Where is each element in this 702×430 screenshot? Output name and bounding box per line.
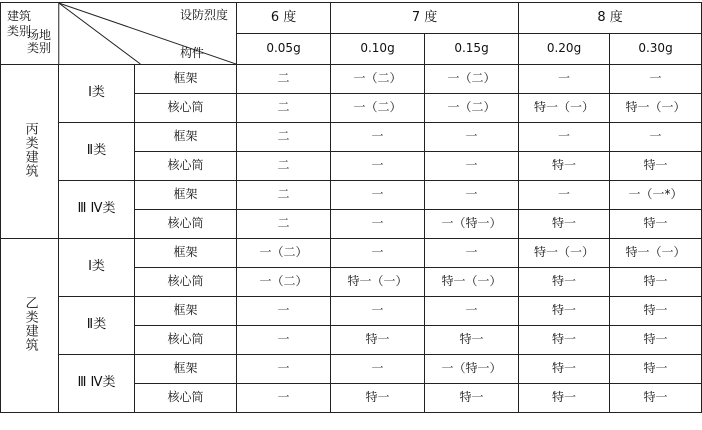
grade-cell: 特一 <box>519 355 610 384</box>
component-label: 框架 <box>135 355 237 384</box>
header-acc-005: 0.05g <box>237 34 331 65</box>
grade-cell: 一 <box>331 210 425 239</box>
grade-cell: 特一 <box>519 384 610 413</box>
table-row <box>1 181 702 210</box>
header-component: 构件 <box>180 46 205 60</box>
grade-cell: 二 <box>237 210 331 239</box>
grade-cell: 特一 <box>610 152 702 181</box>
grade-cell: 一 <box>331 123 425 152</box>
header-8-degree: 8 度 <box>519 3 702 34</box>
component-label: 框架 <box>135 123 237 152</box>
grade-cell: 特一 <box>331 384 425 413</box>
grade-cell: 特一（一） <box>331 268 425 297</box>
grade-cell: 特一（一） <box>519 239 610 268</box>
component-label: 核心筒 <box>135 210 237 239</box>
table-row <box>1 239 702 268</box>
component-label: 核心筒 <box>135 94 237 123</box>
component-label: 核心筒 <box>135 152 237 181</box>
grade-cell: 一 <box>331 152 425 181</box>
grade-cell: 一 <box>331 181 425 210</box>
seismic-grade-table <box>0 2 702 413</box>
grade-cell: 特一 <box>425 326 519 355</box>
site-category-label: Ⅱ类 <box>59 123 135 181</box>
grade-cell: 一（二） <box>237 268 331 297</box>
grade-cell: 一 <box>331 239 425 268</box>
table-row <box>1 123 702 152</box>
site-category-label: Ⅰ类 <box>59 239 135 297</box>
grade-cell: 一（二） <box>425 65 519 94</box>
site-category-label: Ⅲ Ⅳ类 <box>59 181 135 239</box>
table-row <box>1 355 702 384</box>
component-label: 框架 <box>135 65 237 94</box>
grade-cell: 特一 <box>519 152 610 181</box>
grade-cell: 二 <box>237 123 331 152</box>
site-category-label: Ⅱ类 <box>59 297 135 355</box>
grade-cell: 特一（一） <box>425 268 519 297</box>
grade-cell: 特一 <box>610 297 702 326</box>
grade-cell: 二 <box>237 181 331 210</box>
component-label: 核心筒 <box>135 326 237 355</box>
header-corner-cell <box>1 3 237 65</box>
grade-cell: 一 <box>610 123 702 152</box>
grade-cell: 特一 <box>610 210 702 239</box>
grade-cell: 一 <box>237 384 331 413</box>
component-label: 框架 <box>135 297 237 326</box>
grade-cell: 一 <box>425 181 519 210</box>
grade-cell: 特一 <box>610 355 702 384</box>
grade-cell: 特一 <box>519 297 610 326</box>
table-row <box>1 65 702 94</box>
table-body <box>1 65 702 413</box>
header-6-degree: 6 度 <box>237 3 331 34</box>
site-category-label: Ⅰ类 <box>59 65 135 123</box>
grade-cell: 一（特一） <box>425 355 519 384</box>
grade-cell: 特一 <box>519 326 610 355</box>
grade-cell: 特一 <box>610 326 702 355</box>
grade-cell: 一（二） <box>331 94 425 123</box>
grade-cell: 一（一*） <box>610 181 702 210</box>
grade-cell: 二 <box>237 65 331 94</box>
grade-cell: 特一 <box>425 384 519 413</box>
grade-cell: 特一（一） <box>610 239 702 268</box>
component-label: 核心筒 <box>135 268 237 297</box>
grade-cell: 一 <box>331 355 425 384</box>
header-acc-015: 0.15g <box>425 34 519 65</box>
header-intensity: 设防烈度 <box>180 8 229 22</box>
component-label: 核心筒 <box>135 384 237 413</box>
grade-cell: 一 <box>237 355 331 384</box>
grade-cell: 一 <box>331 297 425 326</box>
component-label: 框架 <box>135 239 237 268</box>
grade-cell: 二 <box>237 94 331 123</box>
grade-cell: 特一（一） <box>610 94 702 123</box>
table-row <box>1 297 702 326</box>
grade-cell: 一 <box>237 326 331 355</box>
component-label: 框架 <box>135 181 237 210</box>
grade-cell: 特一 <box>519 268 610 297</box>
grade-cell: 一 <box>519 123 610 152</box>
grade-cell: 二 <box>237 152 331 181</box>
grade-cell: 一 <box>237 297 331 326</box>
building-group-label: 丙类建筑 <box>1 65 59 239</box>
grade-cell: 一 <box>610 65 702 94</box>
grade-cell: 一 <box>519 65 610 94</box>
grade-cell: 一（二） <box>425 94 519 123</box>
header-acc-020: 0.20g <box>519 34 610 65</box>
grade-cell: 特一 <box>610 268 702 297</box>
header-7-degree: 7 度 <box>331 3 519 34</box>
grade-cell: 特一 <box>331 326 425 355</box>
grade-cell: 一（二） <box>331 65 425 94</box>
header-acc-030: 0.30g <box>610 34 702 65</box>
header-building-category: 建筑 类别 <box>7 9 32 38</box>
grade-cell: 一 <box>425 297 519 326</box>
grade-cell: 一（特一） <box>425 210 519 239</box>
grade-cell: 一（二） <box>237 239 331 268</box>
header-acc-010: 0.10g <box>331 34 425 65</box>
header-site-category: 场地 类别 <box>27 28 52 56</box>
grade-cell: 特一（一） <box>519 94 610 123</box>
building-group-label: 乙类建筑 <box>1 239 59 413</box>
grade-cell: 一 <box>425 152 519 181</box>
grade-cell: 特一 <box>610 384 702 413</box>
grade-cell: 一 <box>425 123 519 152</box>
grade-cell: 特一 <box>519 210 610 239</box>
site-category-label: Ⅲ Ⅳ类 <box>59 355 135 413</box>
grade-cell: 一 <box>425 239 519 268</box>
grade-cell: 一 <box>519 181 610 210</box>
